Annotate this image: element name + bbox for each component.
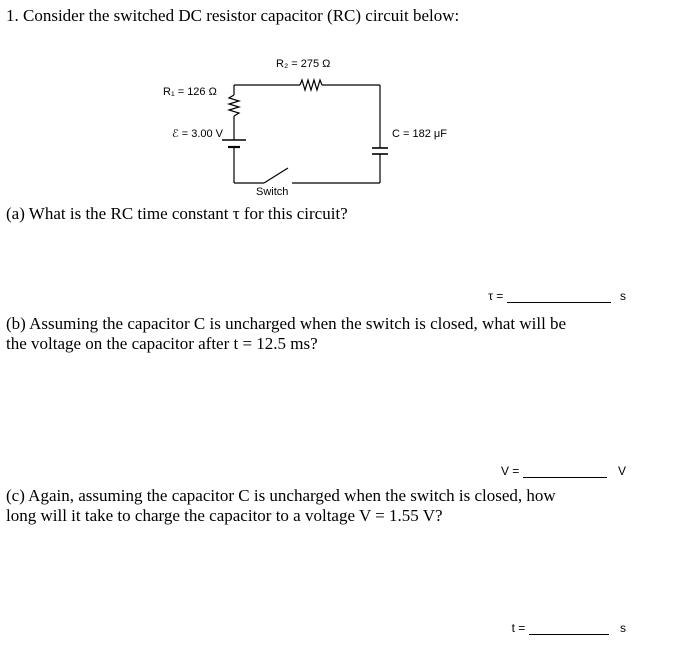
- r1-label: R₁ = 126 Ω: [163, 86, 217, 98]
- emf-label: ℰ = 3.00 V: [172, 128, 223, 140]
- capacitor-label: C = 182 μF: [392, 128, 447, 140]
- part-a-answer-unit: s: [620, 289, 626, 303]
- r2-label: R₂ = 275 Ω: [276, 58, 331, 70]
- part-a-answer-symbol: τ =: [488, 289, 504, 303]
- part-a-answer-blank[interactable]: [507, 290, 611, 303]
- resistor-r2-symbol: [300, 80, 322, 90]
- part-b-question-line2: the voltage on the capacitor after t = 12.5 ms?: [6, 334, 318, 353]
- part-b-answer-row: [501, 464, 626, 478]
- problem-title: 1. Consider the switched DC resistor capacitor (RC) circuit below:: [6, 6, 460, 25]
- switch-arm: [264, 168, 288, 183]
- part-b-answer-blank[interactable]: [523, 465, 607, 478]
- part-c-answer-unit: s: [620, 621, 626, 635]
- resistor-r1-symbol: [229, 95, 239, 116]
- part-c-question-line2: long will it take to charge the capacitor to a voltage V = 1.55 V?: [6, 506, 443, 525]
- part-b-answer-symbol: V =: [500, 464, 520, 478]
- part-c-answer-blank[interactable]: [529, 622, 609, 635]
- part-a-answer-row: [488, 289, 626, 303]
- part-b-answer-unit: V: [617, 464, 626, 478]
- part-b-question-line1: (b) Assuming the capacitor C is uncharged when the switch is closed, what will be: [6, 314, 567, 333]
- part-c-answer-symbol: t =: [511, 621, 526, 635]
- part-a-question: (a) What is the RC time constant τ for this circuit?: [6, 204, 348, 223]
- part-c-answer-row: [512, 621, 626, 635]
- rc-circuit-diagram: [0, 0, 688, 210]
- part-c-question-line1: (c) Again, assuming the capacitor C is uncharged when the switch is closed, how: [6, 486, 556, 505]
- switch-label: Switch: [256, 186, 289, 198]
